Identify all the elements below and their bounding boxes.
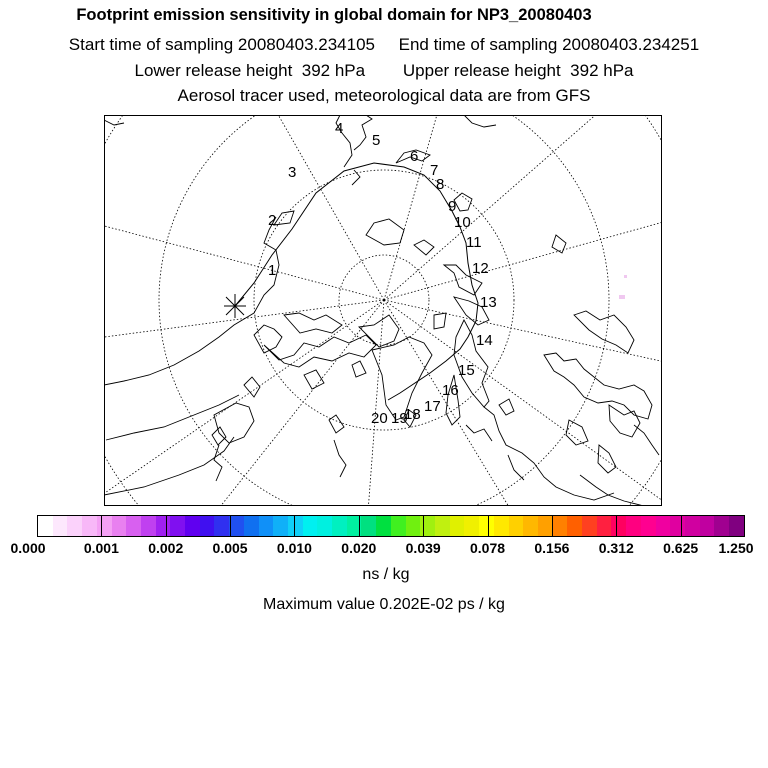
colorbar-separator bbox=[101, 515, 102, 537]
colorbar-tick-label: 0.625 bbox=[663, 540, 699, 556]
trajectory-label: 6 bbox=[410, 148, 419, 165]
trajectory-label: 3 bbox=[288, 164, 297, 181]
colorbar-cell bbox=[303, 516, 318, 536]
colorbar-cell bbox=[259, 516, 274, 536]
colorbar-separator bbox=[423, 515, 424, 537]
colorbar-cell bbox=[553, 516, 568, 536]
colorbar-tick-label: 0.002 bbox=[148, 540, 184, 556]
colorbar-separator bbox=[552, 515, 553, 537]
colorbar-cell bbox=[317, 516, 332, 536]
colorbar-separator bbox=[230, 515, 231, 537]
colorbar-cell bbox=[494, 516, 509, 536]
colorbar-tick-label: 0.005 bbox=[212, 540, 248, 556]
colorbar-cell bbox=[479, 516, 494, 536]
colorbar-cell bbox=[141, 516, 156, 536]
trajectory-label: 1 bbox=[268, 262, 277, 279]
colorbar-cell bbox=[509, 516, 524, 536]
trajectory-label: 4 bbox=[335, 120, 344, 137]
trajectory-label: 10 bbox=[454, 214, 471, 231]
colorbar-tick-label: 1.250 bbox=[718, 540, 754, 556]
colorbar-tick-label: 0.039 bbox=[405, 540, 441, 556]
colorbar-cell bbox=[126, 516, 141, 536]
trajectory-label: 19 bbox=[391, 410, 408, 427]
colorbar-cell bbox=[185, 516, 200, 536]
colorbar-cell bbox=[332, 516, 347, 536]
max-value-label: Maximum value 0.202E-02 ps / kg bbox=[263, 596, 505, 613]
colorbar-cell bbox=[273, 516, 288, 536]
colorbar-cell bbox=[229, 516, 244, 536]
colorbar-cell bbox=[641, 516, 656, 536]
plot-title: Footprint emission sensitivity in global domain for NP3_20080403 bbox=[76, 6, 592, 24]
colorbar-cell bbox=[538, 516, 553, 536]
colorbar-cell bbox=[406, 516, 421, 536]
colorbar-cell bbox=[200, 516, 215, 536]
trajectory-label: 13 bbox=[480, 294, 497, 311]
colorbar-cell bbox=[376, 516, 391, 536]
colorbar-cell bbox=[112, 516, 127, 536]
trajectory-label: 20 bbox=[371, 410, 388, 427]
colorbar-tick-label: 0.001 bbox=[83, 540, 119, 556]
colorbar-cell bbox=[391, 516, 406, 536]
colorbar-cell bbox=[685, 516, 700, 536]
colorbar-separator bbox=[488, 515, 489, 537]
trajectory-label: 9 bbox=[448, 198, 457, 215]
trajectory-label: 15 bbox=[458, 362, 475, 379]
sampling-times: Start time of sampling 20080403.234105 End time of sampling 20080403.234251 bbox=[68, 35, 700, 54]
colorbar-cell bbox=[82, 516, 97, 536]
trajectory-label: 18 bbox=[404, 406, 421, 423]
colorbar-tick-label: 0.078 bbox=[470, 540, 506, 556]
colorbar-cell bbox=[626, 516, 641, 536]
colorbar-cell bbox=[156, 516, 171, 536]
colorbar-cell bbox=[435, 516, 450, 536]
colorbar-tick-label: 0.312 bbox=[598, 540, 634, 556]
colorbar-cell bbox=[567, 516, 582, 536]
colorbar-cell bbox=[670, 516, 685, 536]
colorbar-separator bbox=[166, 515, 167, 537]
colorbar-cell bbox=[67, 516, 82, 536]
colorbar-separator bbox=[359, 515, 360, 537]
colorbar-cell bbox=[38, 516, 53, 536]
colorbar-cell bbox=[97, 516, 112, 536]
colorbar-cell bbox=[700, 516, 715, 536]
trajectory-label: 11 bbox=[466, 234, 482, 251]
meridians bbox=[104, 115, 662, 506]
colorbar-cell bbox=[582, 516, 597, 536]
trajectory-label: 16 bbox=[442, 382, 459, 399]
faint-signal bbox=[619, 275, 627, 299]
colorbar-tick-label: 0.000 bbox=[10, 540, 46, 556]
colorbar-cell bbox=[170, 516, 185, 536]
coastlines bbox=[104, 115, 659, 506]
release-heights: Lower release height 392 hPa Upper release height 392 hPa bbox=[134, 61, 634, 80]
colorbar-cell bbox=[361, 516, 376, 536]
trajectory-label: 5 bbox=[372, 132, 381, 149]
colorbar-cell bbox=[53, 516, 68, 536]
colorbar-cell bbox=[244, 516, 259, 536]
tracer-info: Aerosol tracer used, meteorological data are from GFS bbox=[177, 86, 591, 105]
trajectory-label: 7 bbox=[430, 162, 439, 179]
colorbar-tick-label: 0.156 bbox=[534, 540, 570, 556]
colorbar-separator bbox=[681, 515, 682, 537]
colorbar-separator bbox=[294, 515, 295, 537]
colorbar-cell bbox=[523, 516, 538, 536]
colorbar-cell bbox=[597, 516, 612, 536]
colorbar-tick-label: 0.020 bbox=[341, 540, 377, 556]
colorbar-cell bbox=[729, 516, 744, 536]
colorbar bbox=[37, 515, 745, 537]
colorbar-units: ns / kg bbox=[362, 566, 410, 583]
trajectory-label: 2 bbox=[268, 212, 277, 229]
colorbar-cell bbox=[214, 516, 229, 536]
colorbar-cell bbox=[714, 516, 729, 536]
colorbar-cell bbox=[450, 516, 465, 536]
colorbar-cell bbox=[656, 516, 671, 536]
colorbar-separator bbox=[616, 515, 617, 537]
trajectory-label: 14 bbox=[476, 332, 493, 349]
colorbar-tick-label: 0.010 bbox=[276, 540, 312, 556]
trajectory-label: 12 bbox=[472, 260, 489, 277]
release-asterisk-icon bbox=[224, 294, 246, 318]
trajectory-label: 17 bbox=[424, 398, 441, 415]
colorbar-cell bbox=[464, 516, 479, 536]
footprint-map bbox=[104, 115, 662, 506]
colorbar-cell bbox=[611, 516, 626, 536]
trajectory-label: 8 bbox=[436, 176, 445, 193]
